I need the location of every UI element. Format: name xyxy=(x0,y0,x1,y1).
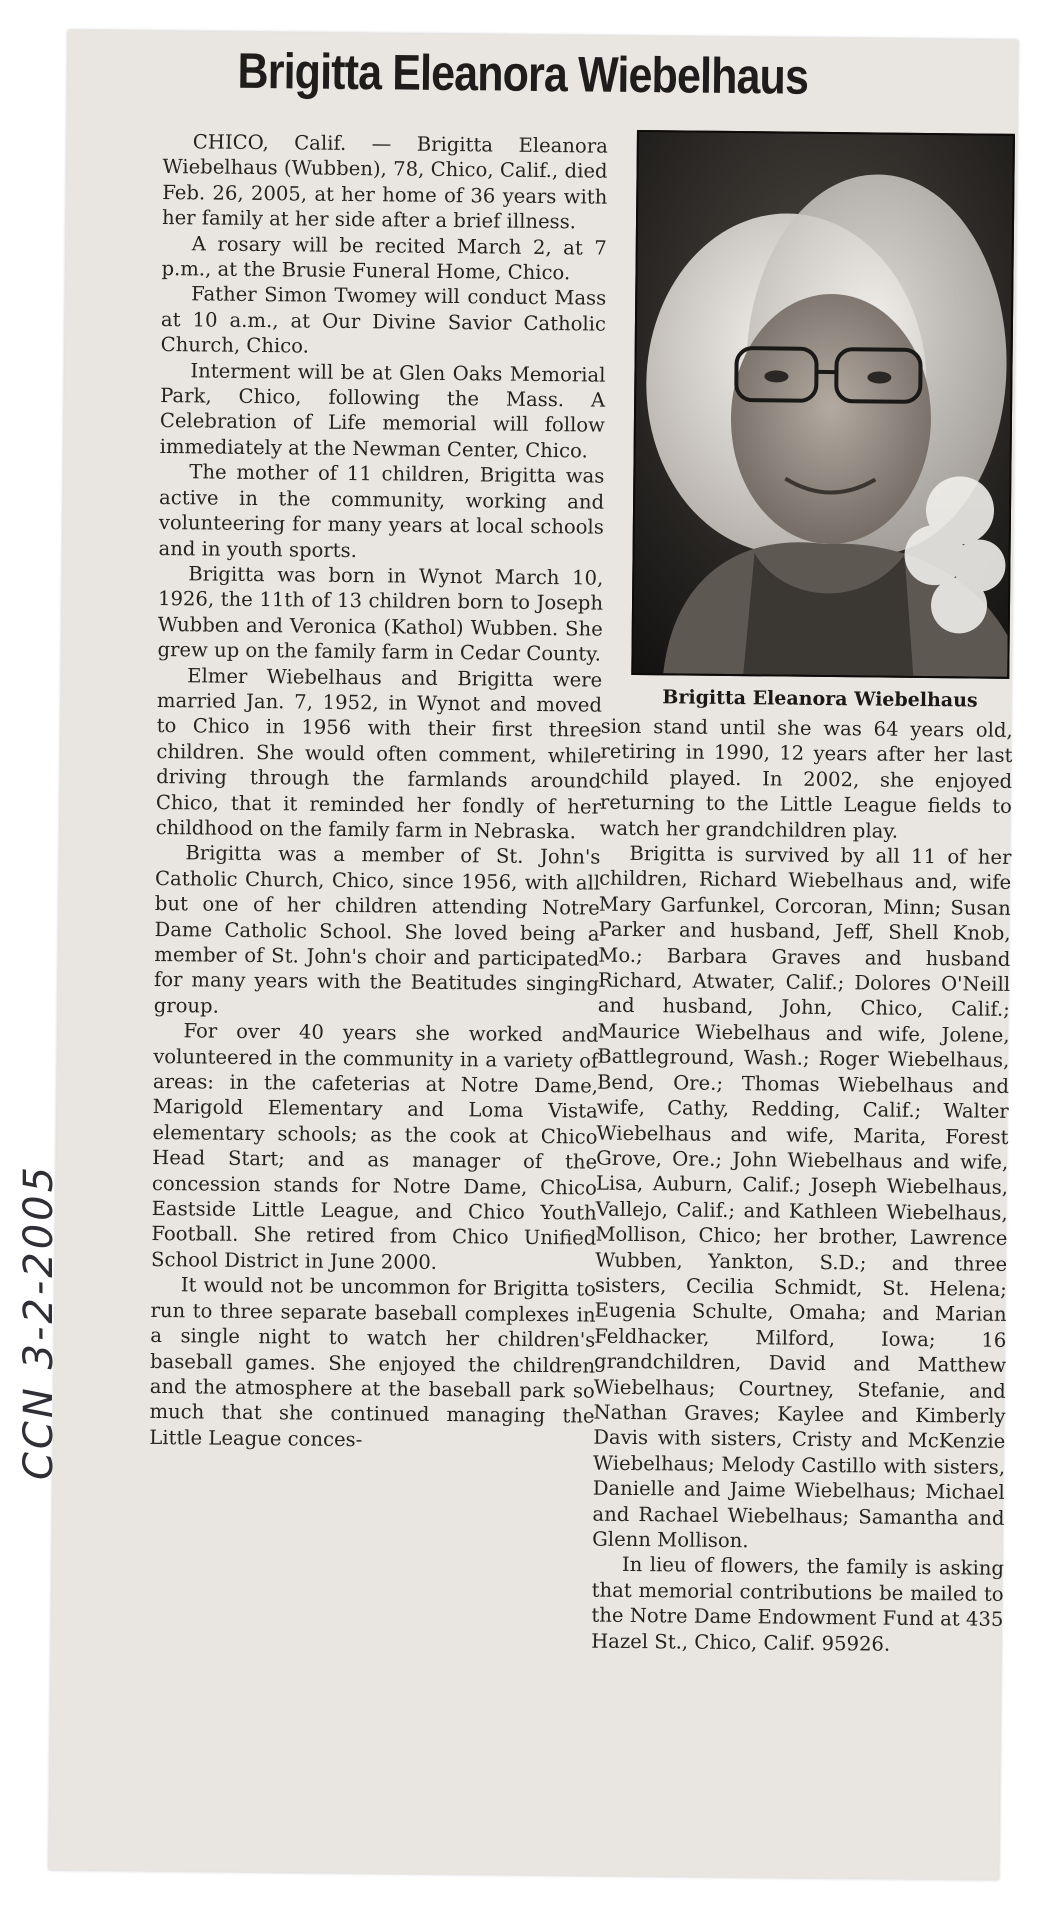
paragraph: CHICO, Calif. — Brigitta Eleanora Wiebelhaus (Wubben), 78, Chico, Calif., died Feb. 26, 2005, at her home of 36 years with her family at her side after a brief illness. xyxy=(161,130,608,234)
paragraph: Brigitta was a member of St. John's Catholic Church, Chico, since 1956, with all but one of her children attending Notre Dame Catholic School. She loved being a member of St. John's choir and participated for many years with the Beatitudes singing group. xyxy=(153,841,601,1018)
paragraph: Brigitta is survived by all 11 of her children, Richard Wiebelhaus and, wife Mary Garfunkel, Corcoran, Minn; Susan Parker and husband, Jeff, Shell Knob, Mo.; Barbara Graves and husband Richard, Atwater, Calif.; Dolores O'Neill and husband, John, Chico, Calif.; Maurice Wiebelhaus and wife, Jolene, Battleground, Wash.; Roger Wiebelhaus, Bend, Ore.; Thomas Wiebelhaus and wife, Cathy, Redding, Calif.; Walter Wiebelhaus and wife, Marita, Forest Grove, Ore.; John Wiebelhaus and wife, Lisa, Auburn, Calif.; Joseph Wiebelhaus, Vallejo, Calif.; and Kathleen Wiebelhaus, Mollison, Chico; her brother, Lawrence Wubben, Yankton, S.D.; and three sisters, Cecilia Schmidt, St. Helena; Eugenia Schulte, Omaha; and Marian Feldhacker, Milford, Iowa; 16 grandchildren, David and Matthew Wiebelhaus; Courtney, Stefanie, and Nathan Graves; Kaylee and Kimberly Davis with sisters, Cristy and McKenzie Wiebelhaus; Melody Castillo with sisters, Danielle and Jaime Wiebelhaus; Michael and Rachael Wiebelhaus; Samantha and Glenn Mollison. xyxy=(592,841,1012,1553)
newspaper-clipping xyxy=(49,30,1018,1880)
paragraph: It would not be uncommon for Brigitta to run to three separate baseball complexes in a single night to watch her children's baseball games. She enjoyed the children and the atmosphere at the baseball park so much that she continued managing the Little League conces- xyxy=(149,1273,596,1451)
article-column-right xyxy=(591,714,1013,1658)
article-column-left xyxy=(149,129,608,1455)
photo-caption: Brigitta Eleanora Wiebelhaus xyxy=(662,686,978,712)
handwritten-date-note: CCN 3-2-2005 xyxy=(16,1163,62,1480)
paragraph: A rosary will be recited March 2, at 7 p.m., at the Brusie Funeral Home, Chico. xyxy=(161,231,607,285)
portrait-photo xyxy=(631,130,1015,679)
paragraph: Elmer Wiebelhaus and Brigitta were married Jan. 7, 1952, in Wynot and moved to Chico in 1956 with their first three children. She would often comment, while driving through the farmlands around Chico, that it reminded her fondly of her childhood on the family farm in Nebraska. xyxy=(155,663,603,844)
obituary-headline: Brigitta Eleanora Wiebelhaus xyxy=(237,42,809,105)
paragraph: In lieu of flowers, the family is asking that memorial contributions be mailed to the Notre Dame Endowment Fund at 435 Hazel St., Chico, Calif. 95926. xyxy=(591,1553,1005,1656)
paragraph: Interment will be at Glen Oaks Memorial Park, Chico, following the Mass. A Celebration of Life memorial will follow immediately at the Newman Center, Chico. xyxy=(159,358,606,463)
paragraph: Father Simon Twomey will conduct Mass at 10 a.m., at Our Divine Savior Catholic Church, Chico. xyxy=(160,282,607,358)
paragraph: sion stand until she was 64 years old, retiring in 1990, 12 years after her last child played. In 2002, she enjoyed returning to the Little League fields to watch her grandchildren play. xyxy=(599,714,1013,843)
paragraph: For over 40 years she worked and volunteered in the community in a variety of areas: in the cafeterias at Notre Dame, Marigold Elementary and Loma Vista elementary schools; as the cook at Chico Head Start; and as manager of the concession stands for Notre Dame, Chico Eastside Little League, and Chico Youth Football. She retired from Chico Unified School District in June 2000. xyxy=(151,1019,599,1274)
paragraph: Brigitta was born in Wynot March 10, 1926, the 11th of 13 children born to Joseph Wubben and Veronica (Kathol) Wubben. She grew up on the family farm in Cedar County. xyxy=(157,562,604,666)
paragraph: The mother of 11 children, Brigitta was active in the community, working and volunteering for many years at local schools and in youth sports. xyxy=(158,460,605,562)
